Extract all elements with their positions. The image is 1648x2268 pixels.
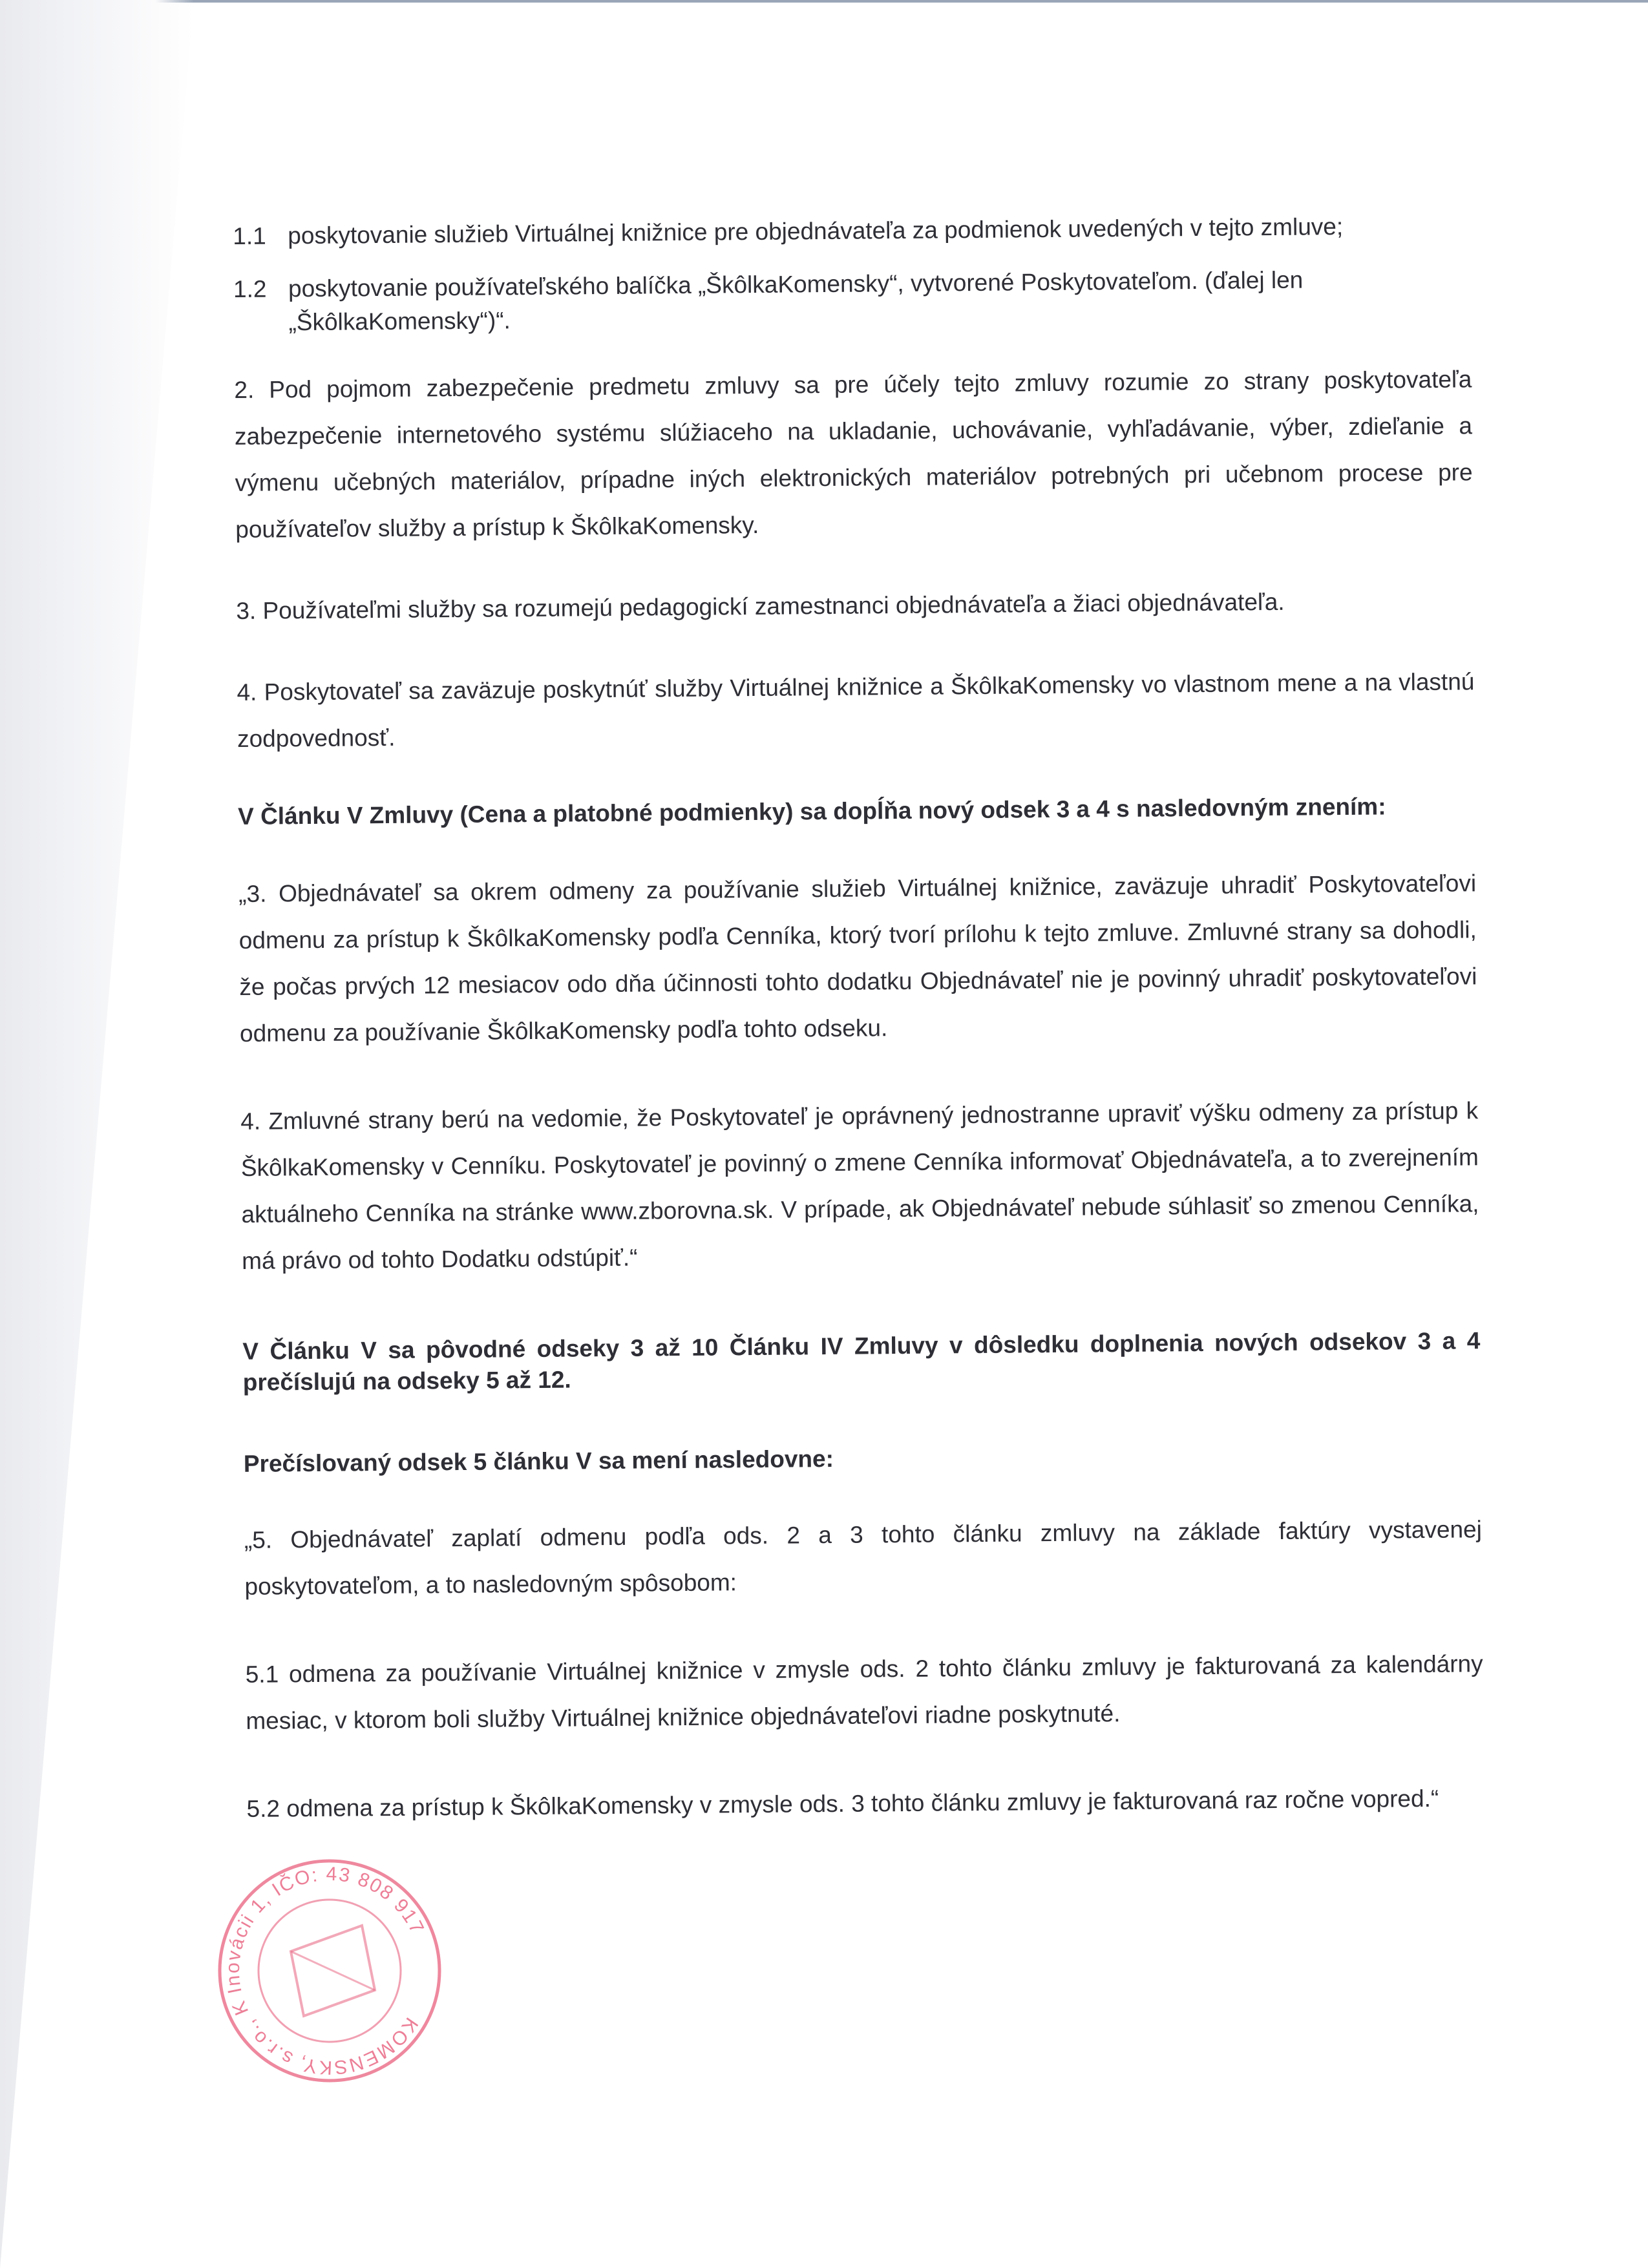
svg-text:KOMENSKY, s.r.o., K Inovácii 1: KOMENSKY, s.r.o., K Inovácii 1, IČO: 43 808 917 [222,1863,428,2079]
document-page [233,202,1484,1832]
stamp-seal-icon [213,1854,446,2087]
item-number: 1.2 [233,275,267,302]
new-paragraph-3: „3. Objednávateľ sa okrem odmeny za používanie služieb Virtuálnej knižnice, zaväzuje uhradiť Poskytovateľovi odmenu za prístup k ŠkôlkaKomensky podľa Cenníka, ktorý tvorí prílohu k tejto zmluve. Zmluvné strany sa dohodli, že počas prvých 12 mesiacov odo dňa účinnosti tohto dodatku Objednávateľ nie je povinný uhradiť poskytovateľovi odmenu za používanie ŠkôlkaKomensky podľa tohto odseku. [238,870,1477,1047]
scan-top-edge [0,0,1648,3]
section-heading-1: V Článku V Zmluvy (Cena a platobné podmienky) sa dopĺňa nový odsek 3 a 4 s nasledovným znením: [237,793,1386,830]
item-text: poskytovanie používateľského balíčka „ŠkôlkaKomensky“, vytvorené Poskytovateľom. (ďalej len „ŠkôlkaKomensky“)“. [288,266,1304,336]
paragraph-2: 2. Pod pojmom zabezpečenie predmetu zmluvy sa pre účely tejto zmluvy rozumie zo strany poskytovateľa zabezpečenie internetového systému slúžiaceho na ukladanie, uchovávanie, vyhľadávanie, výber, zdieľanie a výmenu učebných materiálov, prípadne iných elektronických materiálov potrebných pri učebnom procese pre používateľov služby a prístup k ŠkôlkaKomensky. [234,366,1473,543]
paragraph-3: 3. Používateľmi služby sa rozumejú pedagogickí zamestnanci objednávateľa a žiaci objednávateľa. [236,588,1285,624]
item-text: poskytovanie služieb Virtuálnej knižnice pre objednávateľa za podmienok uvedených v tejto zmluve; [288,213,1344,249]
paragraph-4: 4. Poskytovateľ sa zaväzuje poskytnúť služby Virtuálnej knižnice a ŠkôlkaKomensky vo vlastnom mene a na vlastnú zodpovednosť. [237,668,1475,752]
new-paragraph-4: 4. Zmluvné strany berú na vedomie, že Poskytovateľ je oprávnený jednostranne upraviť výšku odmeny za prístup k ŠkôlkaKomensky v Cenníku. Poskytovateľ je povinný o zmene Cenníka informovať Objednávateľa, a to zverejnením aktuálneho Cenníka na stránke www.zborovna.sk. V prípade, ak Objednávateľ nebude súhlasiť so zmenou Cenníka, má právo od tohto Dodatku odstúpiť.“ [240,1097,1479,1274]
list-item-1-1 [233,202,1471,260]
list-item-1-2 [233,262,1472,340]
paragraph-5-2: 5.2 odmena za prístup k ŠkôlkaKomensky v zmysle ods. 3 tohto článku zmluvy je fakturovaná raz ročne vopred.“ [246,1785,1439,1822]
paragraph-5-1: 5.1 odmena za používanie Virtuálnej knižnice v zmysle ods. 2 tohto článku zmluvy je fakturovaná za kalendárny mesiac, v ktorom boli služby Virtuálnej knižnice objednávateľovi riadne poskytnuté. [245,1650,1483,1734]
company-stamp [213,1854,446,2087]
section-heading-3: Prečíslovaný odsek 5 článku V sa mení nasledovne: [243,1445,834,1477]
scan-shadow [0,0,194,2268]
paragraph-5: „5. Objednávateľ zaplatí odmenu podľa ods. 2 a 3 tohto článku zmluvy na základe faktúry vystavenej poskytovateľom, a to nasledovným spôsobom: [244,1516,1483,1600]
section-heading-2: V Článku V sa pôvodné odseky 3 až 10 Článku IV Zmluvy v dôsledku doplnenia nových odsekov 3 a 4 prečíslujú na odseky 5 až 12. [242,1327,1481,1396]
item-number: 1.1 [233,222,266,249]
